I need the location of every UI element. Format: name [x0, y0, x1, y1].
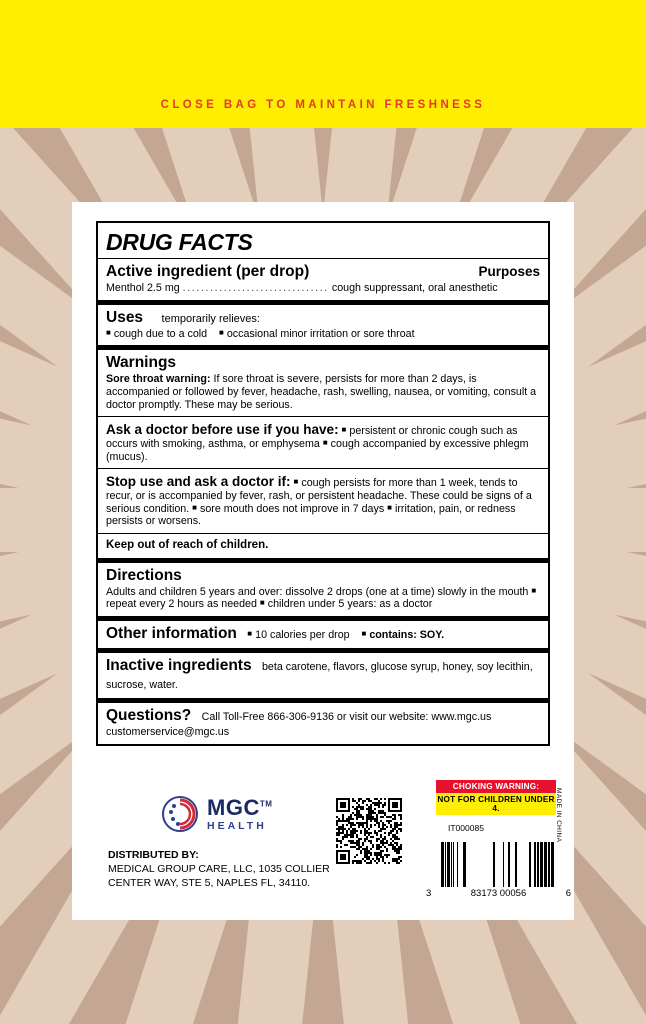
- other-information-item-1: contains: SOY.: [369, 628, 445, 641]
- bullet-square-icon: ■: [192, 502, 198, 512]
- distributed-line-0: MEDICAL GROUP CARE, LLC, 1035 COLLIER: [108, 863, 330, 876]
- active-ingredient-line: [106, 282, 540, 295]
- choking-warning: [436, 780, 556, 815]
- active-ingredient-section: [98, 259, 548, 305]
- made-in-text: MADE IN CHINA: [555, 788, 562, 843]
- warnings-section: [98, 350, 548, 417]
- lot-code: IT000085: [448, 823, 484, 833]
- bullet-square-icon: ■: [531, 585, 537, 595]
- questions-section: [98, 703, 548, 744]
- sore-throat-label: Sore throat warning:: [106, 373, 211, 386]
- questions-text: Call Toll-Free 866-306-9136 or visit our website: www.mgc.us: [201, 710, 492, 723]
- inactive-ingredients-section: [98, 653, 548, 703]
- inactive-ingredients-text: beta carotene, flavors, glucose syrup, honey, soy lecithin, sucrose, water.: [106, 660, 533, 691]
- freshness-band-text: CLOSE BAG TO MAINTAIN FRESHNESS: [160, 99, 486, 111]
- directions-heading: Directions: [106, 566, 182, 584]
- stop-use-section: [98, 469, 548, 534]
- ask-doctor-item-0: persistent or chronic cough such as occurs with smoking, asthma, or emphysema: [106, 425, 518, 451]
- drug-facts-title: DRUG FACTS: [98, 223, 548, 259]
- bullet-square-icon: ■: [293, 477, 299, 487]
- directions-text: Adults and children 5 years and over: dissolve 2 drops (one at a time) slowly in the mouth: [106, 585, 529, 598]
- mgc-logo: [160, 794, 272, 834]
- stop-use-item-1: sore mouth does not improve in 7 days: [200, 502, 385, 515]
- brand-name: MGC™: [207, 794, 273, 820]
- bullet-square-icon: ■: [259, 598, 265, 608]
- footer-zone: [96, 780, 571, 905]
- barcode-digits-mid: 83173 00056: [470, 888, 527, 899]
- bullet-square-icon: ■: [219, 327, 224, 337]
- bullet-square-icon: ■: [106, 327, 111, 337]
- uses-section: [98, 305, 548, 351]
- choking-warning-line2: NOT FOR CHILDREN UNDER 4.: [437, 795, 555, 813]
- uses-item-1: occasional minor irritation or sore throat: [226, 327, 415, 340]
- active-ingredient-heading: Active ingredient (per drop): [106, 263, 310, 280]
- inactive-ingredients-heading: Inactive ingredients: [106, 656, 252, 674]
- directions-item-0: repeat every 2 hours as needed: [106, 598, 257, 611]
- bullet-square-icon: ■: [387, 502, 392, 512]
- keep-out-text: Keep out of reach of children.: [106, 539, 269, 552]
- directions-item-1: children under 5 years: as a doctor: [267, 598, 433, 611]
- uses-heading: Uses: [106, 308, 144, 326]
- active-ingredient-name: Menthol 2.5 mg: [106, 282, 180, 294]
- uses-subhead: temporarily relieves:: [161, 312, 260, 325]
- questions-email: customerservice@mgc.us: [106, 725, 230, 738]
- sore-throat-text: If sore throat is severe, persists for more than 2 days, is accompanied or followed by fever, headache, rash, swelling, nausea, or vomiting, consult a doctor promptly. These may be serious.: [106, 373, 537, 411]
- bullet-square-icon: ■: [322, 438, 328, 448]
- stop-use-label: Stop use and ask a doctor if:: [106, 474, 291, 490]
- mgc-logo-mark-icon: [160, 794, 200, 834]
- warnings-heading: Warnings: [106, 354, 177, 372]
- active-ingredient-purpose: cough suppressant, oral anesthetic: [331, 282, 498, 294]
- stop-use-item-0: cough persists for more than 1 week, tends to recur, or is accompanied by fever, rash, or persistent headache. These could be signs of a serious condition.: [106, 477, 532, 515]
- barcode: [437, 842, 557, 887]
- drug-facts-panel: [72, 202, 574, 920]
- qr-code[interactable]: [336, 798, 402, 864]
- uses-item-0: cough due to a cold: [113, 327, 208, 340]
- bullet-square-icon: ■: [361, 628, 367, 638]
- ask-doctor-item-1: cough accompanied by excessive phlegm (mucus).: [106, 438, 529, 463]
- purposes-heading: Purposes: [478, 264, 540, 279]
- brand-sub: HEALTH: [207, 819, 267, 832]
- other-information-item-0: 10 calories per drop: [255, 628, 350, 641]
- keep-out-section: [98, 534, 548, 563]
- stop-use-item-2: irritation, pain, or redness persists or worsens.: [106, 502, 516, 528]
- barcode-digit-left: 3: [426, 888, 432, 899]
- brand-tm: TM: [259, 799, 273, 809]
- questions-heading: Questions?: [106, 706, 192, 724]
- choking-warning-line1: CHOKING WARNING:: [436, 780, 556, 793]
- ask-doctor-section: [98, 417, 548, 469]
- directions-section: [98, 563, 548, 621]
- drug-facts-box: [96, 221, 550, 746]
- leader-dots: ................................: [182, 282, 329, 294]
- other-information-heading: Other information: [106, 624, 237, 642]
- uses-items: [106, 328, 540, 341]
- other-information-section: [98, 621, 548, 653]
- barcode-digit-right: 6: [565, 888, 571, 899]
- distributed-label: DISTRIBUTED BY:: [108, 849, 199, 861]
- distributed-line-1: CENTER WAY, STE 5, NAPLES FL, 34110.: [108, 877, 311, 890]
- ask-doctor-label: Ask a doctor before use if you have:: [106, 422, 339, 438]
- barcode-number: [426, 888, 571, 899]
- bullet-square-icon: ■: [341, 425, 347, 435]
- sore-throat-warning: [106, 373, 540, 411]
- distributor-info: [108, 848, 330, 891]
- bullet-square-icon: ■: [247, 628, 253, 638]
